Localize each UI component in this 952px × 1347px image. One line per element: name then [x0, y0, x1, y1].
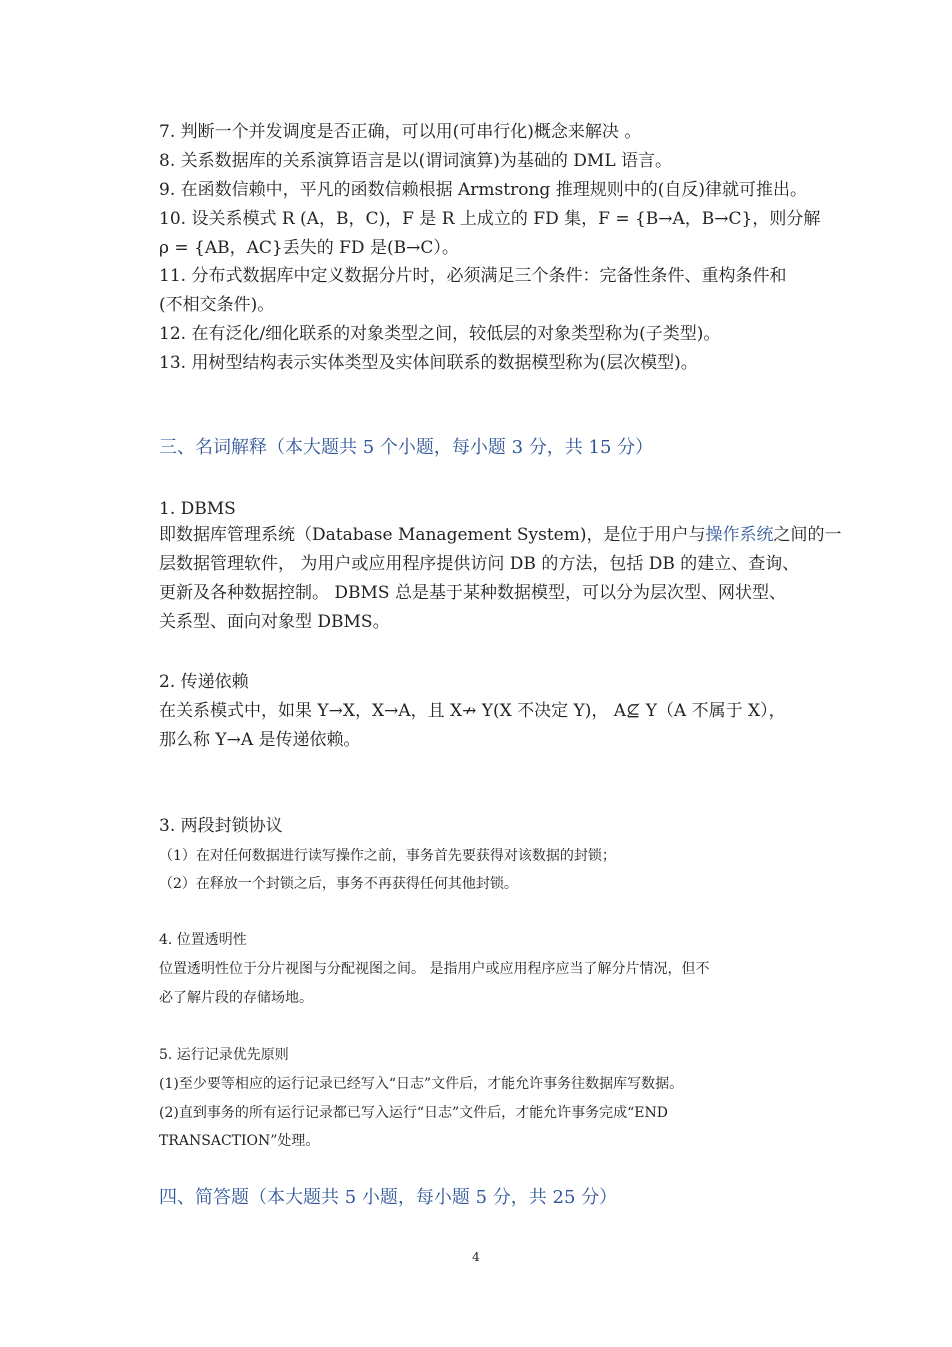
- term-location-title: 4. 位置透明性: [159, 932, 247, 948]
- term-dbms-line4: 关系型、面向对象型 DBMS。: [159, 612, 390, 632]
- term-two-phase-line1: （1）在对任何数据进行读写操作之前，事务首先要获得对该数据的封锁；: [159, 848, 616, 864]
- term-logging-title: 5. 运行记录优先原则: [159, 1047, 289, 1063]
- term-transitive-line1: 在关系模式中，如果 Y→X，X→A，且 X↛ Y(X 不决定 Y)， A⊈ Y（A 不属于 X），: [159, 701, 786, 721]
- term-two-phase-line2: （2）在释放一个封锁之后，事务不再获得任何其他封锁。: [159, 876, 518, 892]
- section-4-heading: 四、简答题（本大题共 5 小题，每小题 5 分，共 25 分）: [159, 1187, 618, 1208]
- section-3-heading: 三、名词解释（本大题共 5 个小题，每小题 3 分，共 15 分）: [159, 437, 654, 458]
- term-logging-line1: (1)至少要等相应的运行记录已经写入“日志”文件后，才能允许事务往数据库写数据。: [159, 1076, 684, 1092]
- os-link[interactable]: 操作系统: [705, 525, 774, 545]
- term-dbms-line2: 层数据管理软件， 为用户或应用程序提供访问 DB 的方法，包括 DB 的建立、查询、: [159, 554, 800, 574]
- term-transitive-title: 2. 传递依赖: [159, 672, 249, 692]
- fill-in-item-12: 12. 在有泛化/细化联系的对象类型之间，较低层的对象类型称为(子类型)。: [159, 324, 721, 344]
- dbms-line1-tail: 之间的一: [773, 525, 842, 545]
- term-dbms-title: 1. DBMS: [159, 499, 236, 519]
- page-number: 4: [472, 1250, 480, 1264]
- fill-in-item-8: 8. 关系数据库的关系演算语言是以(谓词演算)为基础的 DML 语言。: [159, 151, 673, 171]
- term-dbms-line1: [159, 524, 842, 546]
- fill-in-item-13: 13. 用树型结构表示实体类型及实体间联系的数据模型称为(层次模型)。: [159, 353, 698, 373]
- fill-in-item-7: 7. 判断一个并发调度是否正确，可以用(可串行化)概念来解决 。: [159, 122, 642, 142]
- term-two-phase-title: 3. 两段封锁协议: [159, 816, 283, 836]
- dbms-line1-text: 即数据库管理系统（Database Management System)，是位于用户与: [159, 525, 706, 545]
- term-location-line1: 位置透明性位于分片视图与分配视图之间。 是指用户或应用程序应当了解分片情况，但不: [159, 961, 710, 977]
- term-transitive-line2: 那么称 Y→A 是传递依赖。: [159, 730, 361, 750]
- fill-in-item-10-line1: 10. 设关系模式 R (A，B，C)，F 是 R 上成立的 FD 集，F = {B→A，B→C}，则分解: [159, 209, 821, 229]
- fill-in-item-9: 9. 在函数信赖中，平凡的函数信赖根据 Armstrong 推理规则中的(自反)律就可推出。: [159, 180, 807, 200]
- term-dbms-line3: 更新及各种数据控制。 DBMS 总是基于某种数据模型，可以分为层次型、网状型、: [159, 583, 786, 603]
- fill-in-item-11-line2: (不相交条件)。: [159, 295, 275, 315]
- term-logging-line2: (2)直到事务的所有运行记录都已写入运行“日志”文件后，才能允许事务完成“END: [159, 1105, 668, 1121]
- fill-in-item-10-line2: ρ = {AB，AC}丢失的 FD 是(B→C）。: [159, 238, 459, 258]
- term-location-line2: 必了解片段的存储场地。: [159, 990, 313, 1006]
- term-logging-line3: TRANSACTION”处理。: [159, 1133, 320, 1149]
- fill-in-item-11-line1: 11. 分布式数据库中定义数据分片时，必须满足三个条件：完备性条件、重构条件和: [159, 266, 787, 286]
